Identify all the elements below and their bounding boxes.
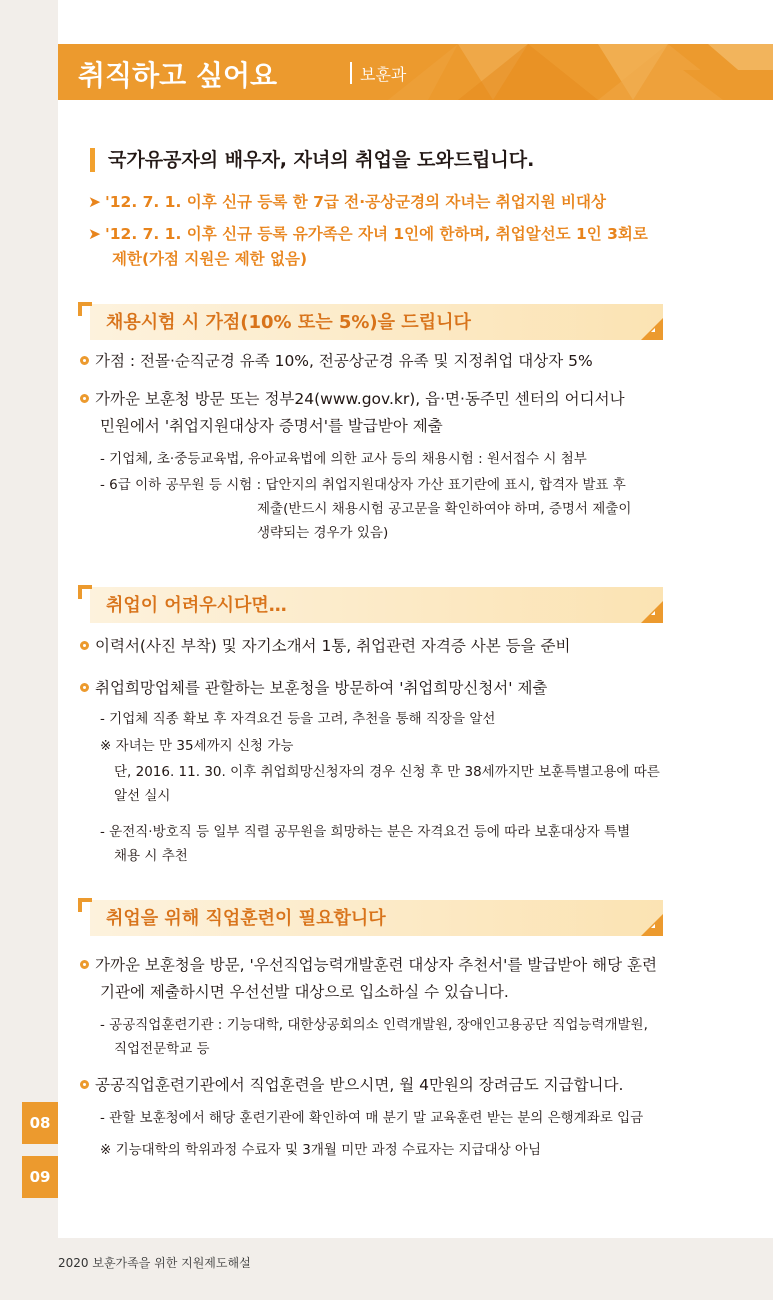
footer-text: 2020 보훈가족을 위한 지원제도해설 bbox=[58, 1256, 251, 1270]
note-item: ➤ '12. 7. 1. 이후 신규 등록 유가족은 자녀 1인에 한하며, 취업알선도 1인 3회로 제한(가점 지원은 제한 없음) bbox=[88, 225, 648, 268]
corner-triangle-icon bbox=[641, 914, 663, 936]
bullet-item: 공공직업훈련기관에서 직업훈련을 받으시면, 월 4만원의 장려금도 지급합니다. bbox=[80, 1072, 680, 1099]
sub-item: - 기업체, 초·중등교육법, 유아교육법에 의한 교사 등의 채용시험 : 원서접수 시 첨부 bbox=[100, 451, 587, 467]
intro-accent-bar bbox=[90, 148, 95, 172]
bullet-icon bbox=[80, 394, 89, 403]
note-item: ➤ '12. 7. 1. 이후 신규 등록 한 7급 전·공상군경의 자녀는 취업지원 비대상 bbox=[88, 193, 606, 211]
section-title: 취업이 어려우시다면… bbox=[106, 595, 287, 616]
note-item: ※ 자녀는 만 35세까지 신청 가능 bbox=[100, 738, 294, 754]
intro-title: 국가유공자의 배우자, 자녀의 취업을 도와드립니다. bbox=[108, 149, 535, 171]
bullet-item: 가까운 보훈청 방문 또는 정부24(www.gov.kr), 읍·면·동주민 센터의 어디서나 민원에서 '취업지원대상자 증명서'를 발급받아 제출 bbox=[80, 386, 680, 440]
bullet-item: 가점 : 전몰·순직군경 유족 10%, 전공상군경 유족 및 지정취업 대상자 5% bbox=[80, 348, 680, 375]
arrow-icon: ➤ bbox=[88, 225, 101, 243]
corner-bracket-icon bbox=[78, 585, 92, 599]
bullet-item: 이력서(사진 부착) 및 자기소개서 1통, 취업관련 자격증 사본 등을 준비 bbox=[80, 633, 680, 660]
note-item: 단, 2016. 11. 30. 이후 취업희망신청자의 경우 신청 후 만 38세까지만 보훈특별고용에 따른 알선 실시 bbox=[114, 764, 660, 804]
section-header bbox=[78, 585, 663, 623]
banner-tail-shape bbox=[683, 70, 773, 100]
department-label: 보훈과 bbox=[360, 65, 407, 84]
corner-triangle-icon bbox=[641, 318, 663, 340]
corner-bracket-icon bbox=[78, 898, 92, 912]
section-title: 취업을 위해 직업훈련이 필요합니다 bbox=[106, 908, 386, 929]
title-divider bbox=[350, 62, 352, 84]
header-banner bbox=[58, 44, 773, 100]
sub-item: - 기업체 직종 확보 후 자격요건 등을 고려, 추천을 통해 직장을 알선 bbox=[100, 711, 496, 727]
note-item: ※ 기능대학의 학위과정 수료자 및 3개월 미만 과정 수료자는 지급대상 아님 bbox=[100, 1142, 542, 1158]
bullet-icon bbox=[80, 356, 89, 365]
section-title: 채용시험 시 가점(10% 또는 5%)을 드립니다 bbox=[106, 312, 471, 333]
page-tab-08: 08 bbox=[22, 1102, 58, 1144]
corner-triangle-icon bbox=[641, 601, 663, 623]
bullet-icon bbox=[80, 1080, 89, 1089]
section-header bbox=[78, 898, 663, 936]
sub-item: - 공공직업훈련기관 : 기능대학, 대한상공회의소 인력개발원, 장애인고용공단 직업능력개발원, 직업전문학교 등 bbox=[100, 1017, 648, 1057]
bullet-icon bbox=[80, 960, 89, 969]
bullet-item: 취업희망업체를 관할하는 보훈청을 방문하여 '취업희망신청서' 제출 bbox=[80, 675, 680, 702]
page-tab-09: 09 bbox=[22, 1156, 58, 1198]
sub-item: - 운전직·방호직 등 일부 직렬 공무원을 희망하는 분은 자격요건 등에 따라 보훈대상자 특별 채용 시 추천 bbox=[100, 824, 631, 864]
page-title: 취직하고 싶어요 bbox=[78, 59, 278, 92]
sub-item: - 관할 보훈청에서 해당 훈련기관에 확인하여 매 분기 말 교육훈련 받는 분의 은행계좌로 입금 bbox=[100, 1110, 644, 1126]
bullet-item: 가까운 보훈청을 방문, '우선직업능력개발훈련 대상자 추천서'를 발급받아 해당 훈련 기관에 제출하시면 우선선발 대상으로 입소하실 수 있습니다. bbox=[80, 952, 680, 1006]
section-header bbox=[78, 302, 663, 340]
corner-bracket-icon bbox=[78, 302, 92, 316]
bullet-icon bbox=[80, 683, 89, 692]
sub-item: - 6급 이하 공무원 등 시험 : 답안지의 취업지원대상자 가산 표기란에 표시, 합격자 발표 후 제출(반드시 채용시험 공고문을 확인하여야 하며, 증명서 제출이 생략되는 경우가 있음) bbox=[100, 477, 632, 541]
arrow-icon: ➤ bbox=[88, 193, 101, 211]
bullet-icon bbox=[80, 641, 89, 650]
